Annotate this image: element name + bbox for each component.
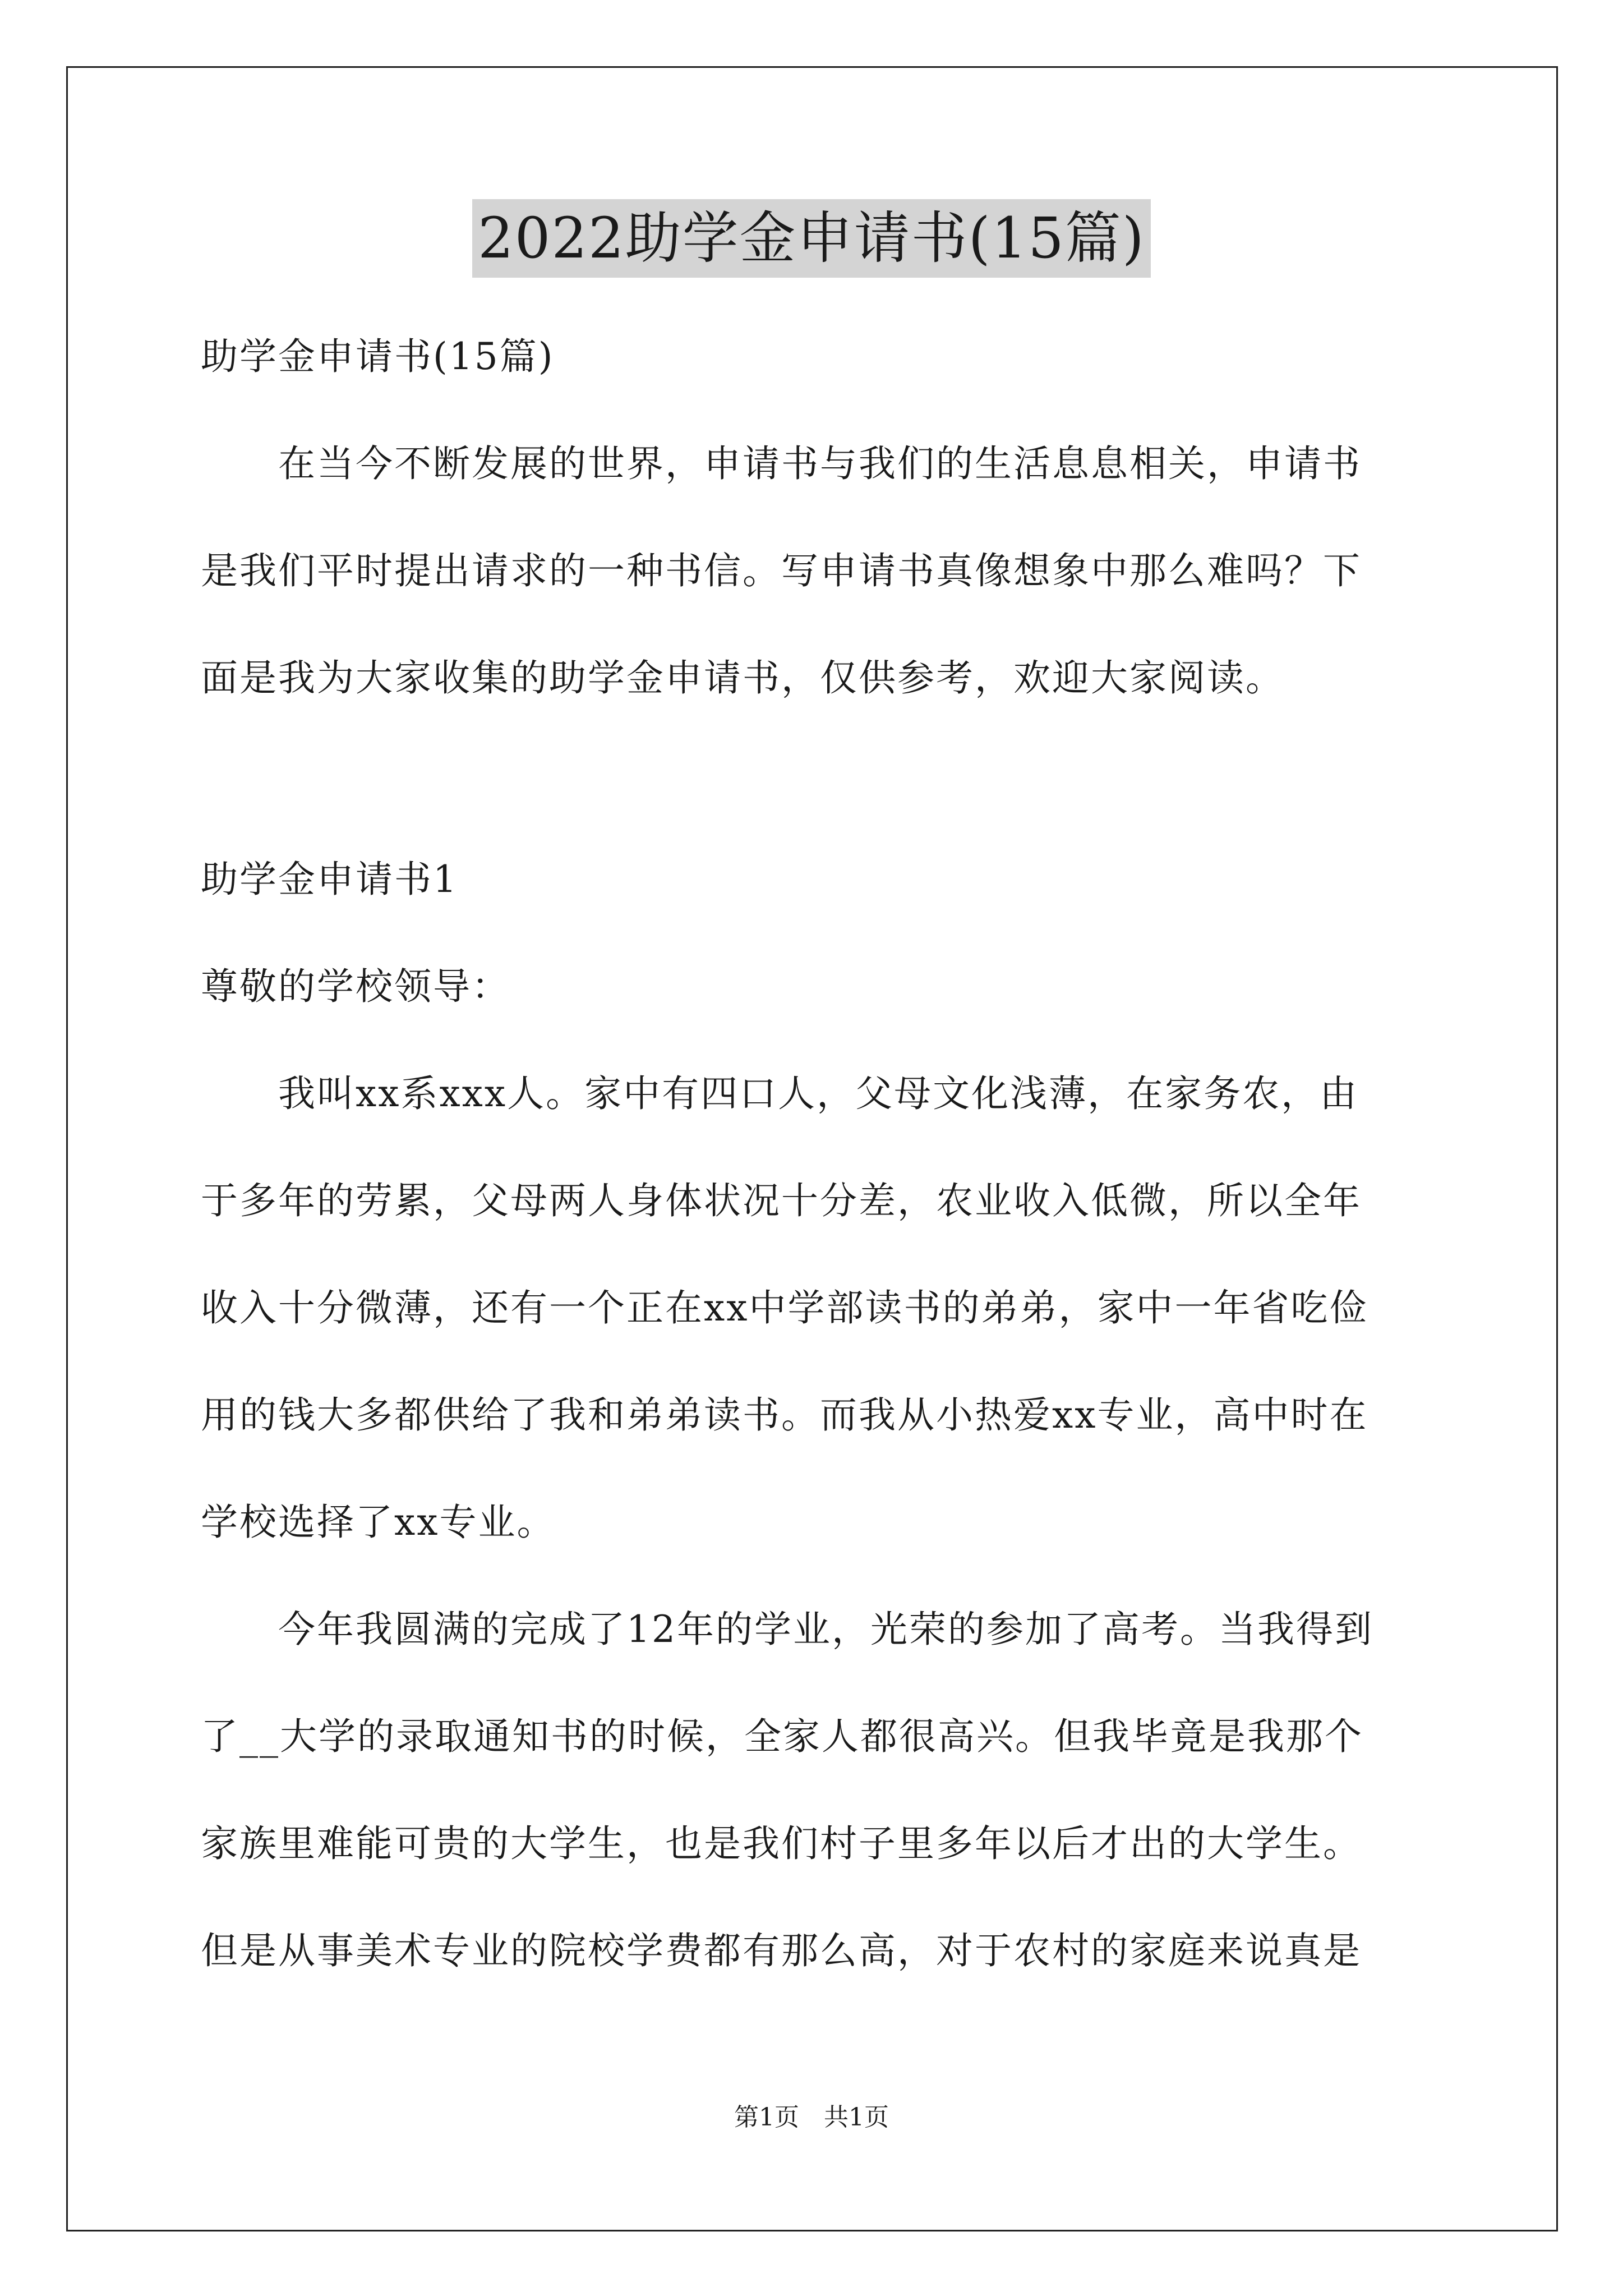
page-footer: 第1页 共1页 xyxy=(734,2103,889,2132)
body-line-5: 学校选择了xx专业。 xyxy=(201,1501,556,1544)
intro-line-3: 面是我为大家收集的助学金申请书，仅供参考，欢迎大家阅读。 xyxy=(201,656,1284,700)
body-line-4: 用的钱大多都供给了我和弟弟读书。而我从小热爱xx专业，高中时在 xyxy=(201,1393,1368,1437)
body-line-7: 了__大学的录取通知书的时候，全家人都很高兴。但我毕竟是我那个 xyxy=(201,1715,1363,1758)
intro-line-1: 在当今不断发展的世界，申请书与我们的生活息息相关，申请书 xyxy=(201,442,1362,485)
body-line-3: 收入十分微薄，还有一个正在xx中学部读书的弟弟，家中一年省吃俭 xyxy=(201,1286,1368,1329)
subtitle-line: 助学金申请书(15篇) xyxy=(201,335,555,378)
body-line-9: 但是从事美术专业的院校学费都有那么高，对于农村的家庭来说真是 xyxy=(201,1929,1362,1972)
body-line-2: 于多年的劳累，父母两人身体状况十分差，农业收入低微，所以全年 xyxy=(201,1179,1362,1222)
salutation-line: 尊敬的学校领导： xyxy=(201,965,510,1008)
title-wrap xyxy=(0,199,1623,278)
body-line-8: 家族里难能可贵的大学生，也是我们村子里多年以后才出的大学生。 xyxy=(201,1822,1362,1865)
intro-line-2: 是我们平时提出请求的一种书信。写申请书真像想象中那么难吗？下 xyxy=(201,549,1362,592)
body-line-6: 今年我圆满的完成了12年的学业，光荣的参加了高考。当我得到 xyxy=(201,1608,1373,1651)
document-body xyxy=(201,303,1429,2004)
section-heading: 助学金申请书1 xyxy=(201,858,458,901)
document-title: 2022助学金申请书(15篇) xyxy=(472,199,1151,278)
body-line-1: 我叫xx系xxx人。家中有四口人，父母文化浅薄，在家务农，由 xyxy=(201,1072,1359,1115)
section-gap xyxy=(201,731,1429,826)
